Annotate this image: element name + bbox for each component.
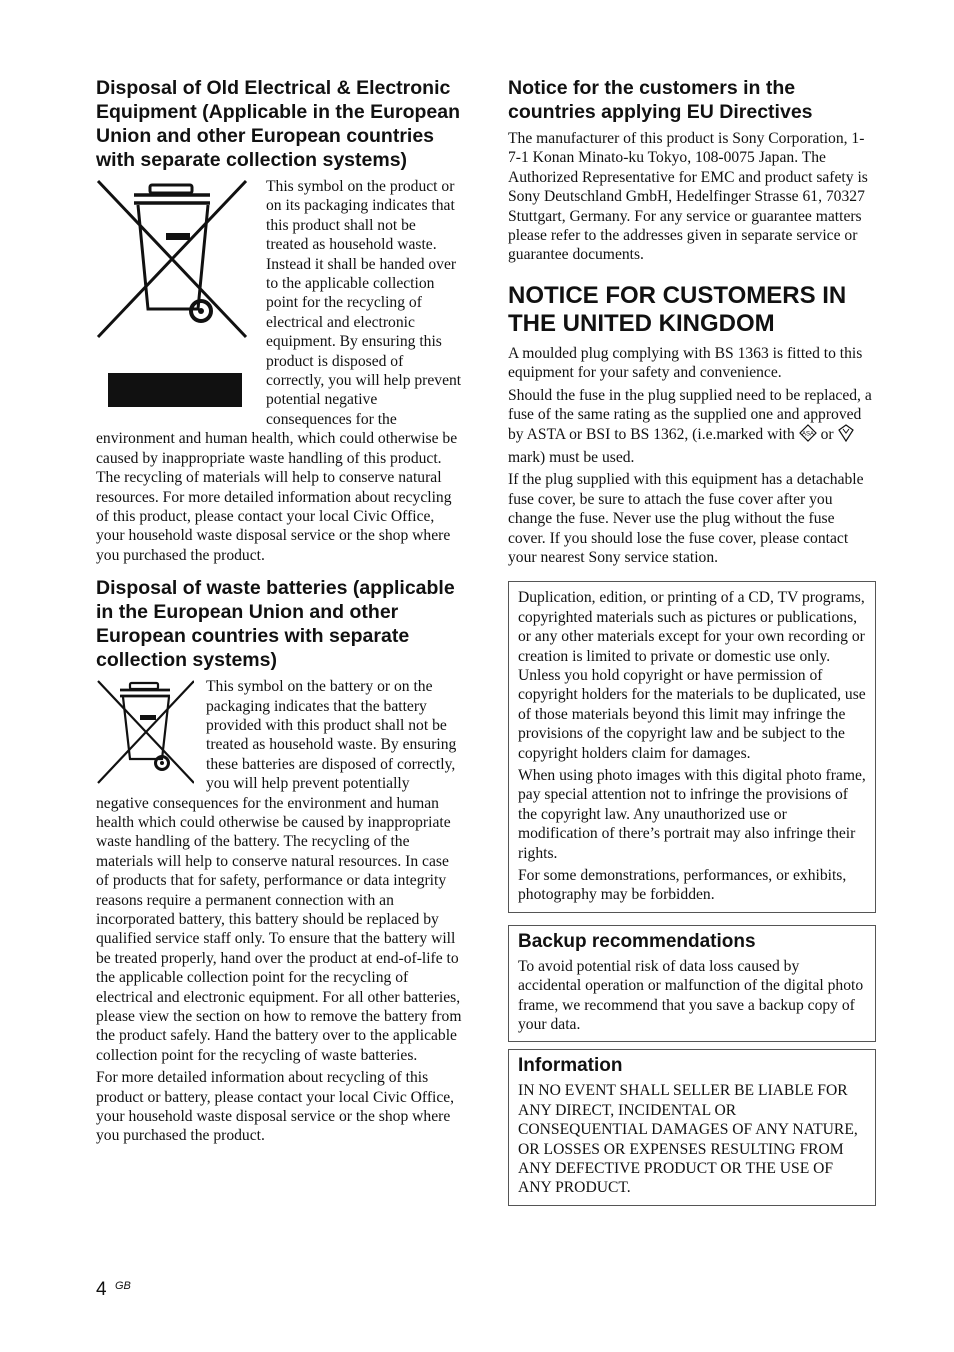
copyright-box — [508, 581, 876, 913]
copyright-p1: Duplication, edition, or printing of a CD, TV programs, copyrighted materials such as pictures or publications, or any other materials except for your own recording or creation is limited to private or domestic use only. Unless you hold copyright or have permission of copyright holders for the materials to be duplicated, use of those materials beyond this limit may infringe the provisions of the copyright law and be subject to the copyright holders claim for damages. — [518, 589, 866, 762]
information-heading: Information — [518, 1055, 623, 1077]
battery-heading: Disposal of waste batteries (applicable in the European Union and other European countries with separate collection systems) — [96, 577, 455, 672]
eu-directive-heading: Notice for the customers in the countries applying EU Directives — [508, 77, 813, 123]
backup-body: To avoid potential risk of data loss caused by accidental operation or malfunction of the digital photo frame, we recommend that you save a backup copy of your data. — [518, 957, 864, 1034]
weee-symbol — [96, 177, 254, 411]
copyright-p3: For some demonstrations, performances, or exhibits, photography may be forbidden. — [518, 867, 847, 904]
backup-heading: Backup recommendations — [518, 930, 756, 952]
copyright-p2: When using photo images with this digital photo frame, pay special attention not to infringe the provisions of the copyright law. Any unauthorized use or modification of there’s portrait may also infringe their rights. — [518, 766, 866, 862]
weee-section — [96, 177, 462, 565]
svg-text:ASA: ASA — [801, 431, 814, 438]
fuse-text-end: mark) must be used. — [508, 448, 635, 466]
weee-heading: Disposal of Old Electrical & Electronic Equipment (Applicable in the European Union and other European countries with separate collection systems) — [96, 77, 461, 171]
uk-notice-fuse-cover: If the plug supplied with this equipment has a detachable fuse cover, be sure to attach the fuse cover after you change the fuse. Never use the plug without the fuse cover. If you should lose the fuse cover, please contact your nearest Sony service station. — [508, 471, 864, 566]
crossed-out-battery-bin-icon — [96, 677, 194, 791]
right-column — [508, 76, 876, 1206]
uk-notice-plug: A moulded plug complying with BS 1363 is fitted to this equipment for your safety and convenience. — [508, 344, 863, 382]
asta-mark-icon — [799, 424, 817, 447]
fuse-text-or: or — [820, 426, 834, 444]
battery-body: This symbol on the battery or on the packaging indicates that the battery provided with this product shall not be treated as household waste. By ensuring these batteries are disposed of correctly, you will help prevent potentially negative consequences for the environment and human health which could otherwise be caused by inappropriate waste handling of the battery. The recycling of the materials will help to conserve natural resources. In case of products that for safety, performance or data integrity reasons require a permanent connection with an incorporated battery, this battery should be replaced by qualified service staff only. To ensure that the battery will be treated properly, hand over the product at end-of-life to the applicable collection point for the recycling of electrical and electronic equipment. For all other batteries, please view the section on how to remove the battery from the product safely. Hand the battery over to the applicable collection point for the recycling of waste batteries. — [96, 678, 462, 1064]
information-box — [508, 1049, 876, 1205]
backup-box — [508, 925, 876, 1043]
weee-body: This symbol on the product or on its packaging indicates that this product shall not be treated as household waste. Instead it shall be handed over to the applicable collection point for the recycling of electrical and electronic equipment. By ensuring this product is disposed of correctly, you will help prevent potential negative consequences for the environment and human health, which could otherwise be caused by inappropriate waste handling of this product. The recycling of materials will help to conserve natural resources. For more detailed information about recycling of this product, please contact your local Civic Office, your household waste disposal service or the shop where you purchased the product. — [96, 178, 462, 564]
eu-directive-body: The manufacturer of this product is Sony Corporation, 1-7-1 Konan Minato-ku Tokyo, 108-0075 Japan. The Authorized Representative for EMC and product safety is Sony Deutschland GmbH, Hedelfinger Strasse 61, 70327 Stuttgart, Germany. For any service or guarantee matters please refer to the addresses given in separate service or guarantee documents. — [508, 130, 868, 264]
left-column — [96, 76, 462, 1146]
page-language-code: GB — [115, 1280, 131, 1292]
information-body: IN NO EVENT SHALL SELLER BE LIABLE FOR ANY DIRECT, INCIDENTAL OR CONSEQUENTIAL DAMAGES OF ANY NATURE, OR LOSSES OR EXPENSES RESULTING FROM ANY DEFECTIVE PRODUCT OR THE USE OF ANY PRODUCT. — [518, 1082, 858, 1197]
battery-symbol — [96, 677, 194, 791]
page-number: 4 — [96, 1279, 107, 1300]
uk-notice-heading: NOTICE FOR CUSTOMERS IN THE UNITED KINGDOM — [508, 281, 847, 337]
crossed-out-wheeled-bin-icon — [96, 177, 254, 411]
fuse-text-start: Should the fuse in the plug supplied need to be replaced, a fuse of the same rating as the supplied one and approved by ASTA or BSI to BS 1362, (i.e.marked with — [508, 386, 872, 444]
uk-notice-fuse — [508, 386, 876, 468]
battery-more-info: For more detailed information about recycling of this product or battery, please contact your local Civic Office, your household waste disposal service or the shop where you purchased the product. — [96, 1069, 455, 1145]
bsi-kitemark-icon — [838, 424, 854, 447]
battery-section — [96, 677, 462, 1065]
